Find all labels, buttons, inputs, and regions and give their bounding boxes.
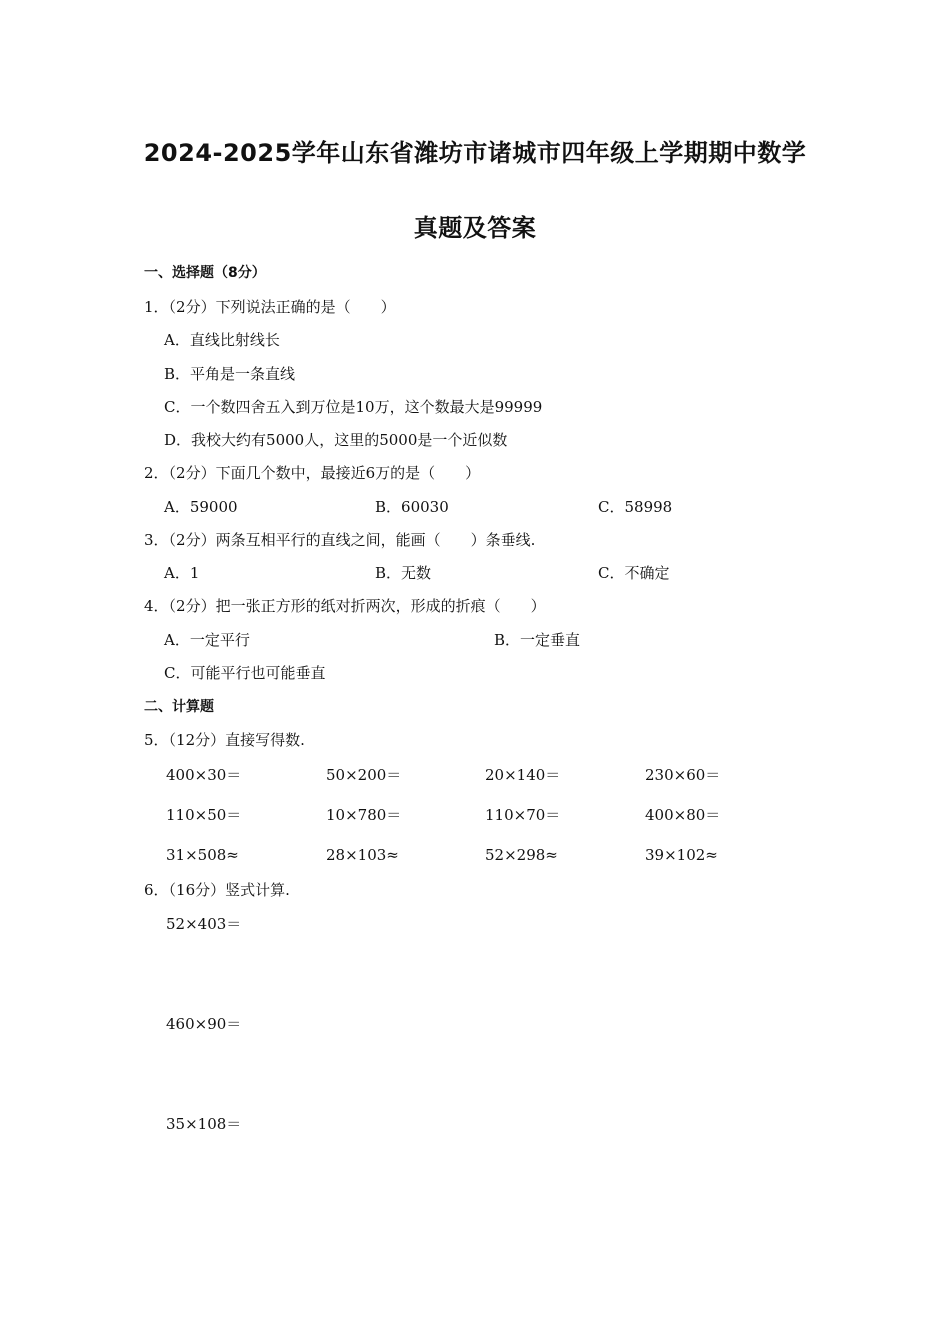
question-4-option-a: A．一定平行 — [164, 631, 250, 649]
q5-item-r2c3: 110×70＝ — [485, 806, 561, 824]
q5-item-r3c4: 39×102≈ — [645, 846, 718, 864]
question-1-option-a: A．直线比射线长 — [164, 331, 280, 349]
question-3-stem: 3．（2分）两条互相平行的直线之间，能画（ ）条垂线. — [144, 531, 536, 549]
q5-item-r3c3: 52×298≈ — [485, 846, 558, 864]
q5-item-r1c2: 50×200＝ — [326, 766, 402, 784]
question-2-option-b: B．60030 — [375, 498, 449, 516]
q5-item-r3c1: 31×508≈ — [166, 846, 239, 864]
question-1-option-b: B．平角是一条直线 — [164, 365, 296, 383]
q6-problem-3: 35×108＝ — [166, 1115, 242, 1133]
q5-item-r2c4: 400×80＝ — [645, 806, 721, 824]
q5-item-r1c3: 20×140＝ — [485, 766, 561, 784]
question-1-option-c: C．一个数四舍五入到万位是10万，这个数最大是99999 — [164, 398, 543, 416]
question-3-option-a: A．1 — [164, 564, 200, 582]
document-title-line-2: 真题及答案 — [413, 214, 537, 242]
q6-problem-2: 460×90＝ — [166, 1015, 242, 1033]
question-3-option-b: B．无数 — [375, 564, 432, 582]
question-1-option-d: D．我校大约有5000人，这里的5000是一个近似数 — [164, 431, 508, 449]
question-2-option-a: A．59000 — [164, 498, 238, 516]
section-heading-choice: 一、选择题（8分） — [144, 265, 266, 281]
question-4-option-b: B．一定垂直 — [494, 631, 581, 649]
question-1-stem: 1．（2分）下列说法正确的是（ ） — [144, 298, 396, 316]
q5-item-r2c2: 10×780＝ — [326, 806, 402, 824]
question-4-option-c: C．可能平行也可能垂直 — [164, 664, 326, 682]
q5-item-r2c1: 110×50＝ — [166, 806, 242, 824]
question-3-option-c: C．不确定 — [598, 564, 670, 582]
q5-item-r3c2: 28×103≈ — [326, 846, 399, 864]
question-4-stem: 4．（2分）把一张正方形的纸对折两次，形成的折痕（ ） — [144, 597, 546, 615]
question-6-stem: 6．（16分）竖式计算. — [144, 881, 290, 899]
q5-item-r1c4: 230×60＝ — [645, 766, 721, 784]
question-5-stem: 5．（12分）直接写得数. — [144, 731, 305, 749]
question-2-option-c: C．58998 — [598, 498, 673, 516]
question-2-stem: 2．（2分）下面几个数中，最接近6万的是（ ） — [144, 464, 481, 482]
q6-problem-1: 52×403＝ — [166, 915, 242, 933]
section-heading-calculation: 二、计算题 — [144, 699, 214, 715]
q5-item-r1c1: 400×30＝ — [166, 766, 242, 784]
document-title-line-1: 2024-2025学年山东省潍坊市诸城市四年级上学期期中数学 — [143, 139, 807, 167]
